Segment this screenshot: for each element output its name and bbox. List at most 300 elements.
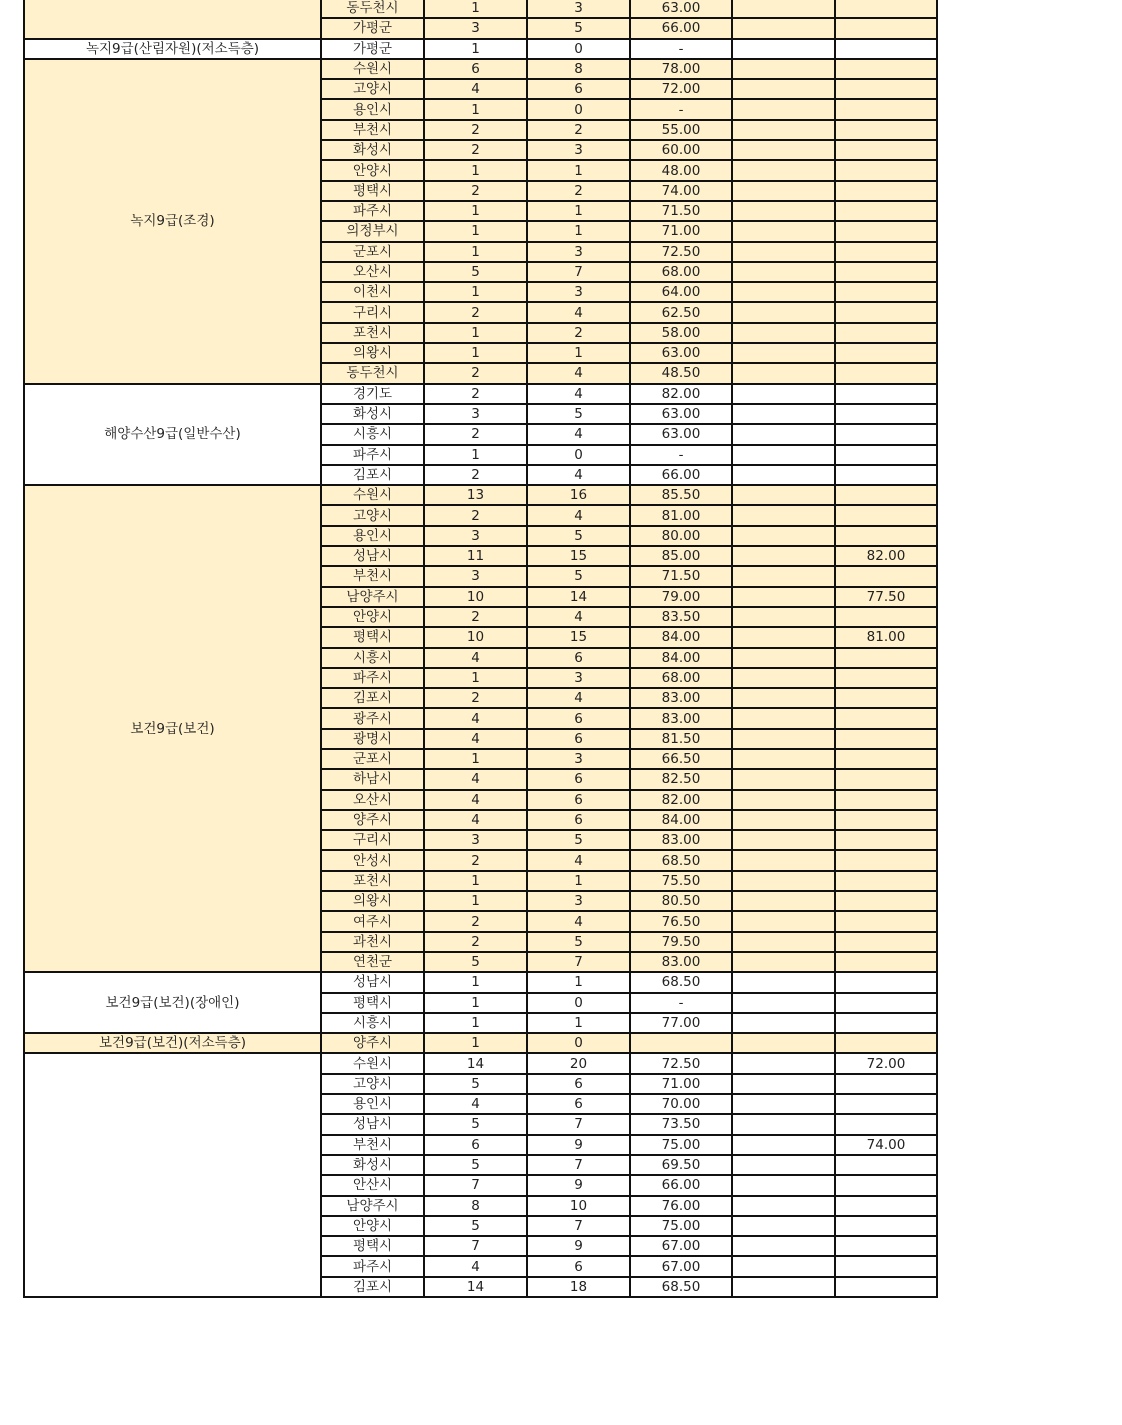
positions-cell: 5 [424, 262, 527, 282]
extra-cell [732, 769, 835, 789]
positions-cell: 4 [424, 810, 527, 830]
cutoff-score-cell: 74.00 [630, 181, 732, 201]
cutoff-score-cell: 69.50 [630, 1155, 732, 1175]
cutoff-score-cell: 66.00 [630, 1175, 732, 1195]
positions-cell: 14 [424, 1053, 527, 1073]
cutoff-score-cell: 73.50 [630, 1114, 732, 1134]
adjusted-cutoff-cell: 74.00 [835, 1135, 937, 1155]
applicants-cell: 0 [527, 99, 630, 119]
adjusted-cutoff-cell [835, 932, 937, 952]
extra-cell [732, 424, 835, 444]
extra-cell [732, 566, 835, 586]
region-cell: 수원시 [321, 485, 424, 505]
adjusted-cutoff-cell [835, 1114, 937, 1134]
extra-cell [732, 1013, 835, 1033]
extra-cell [732, 546, 835, 566]
positions-cell: 1 [424, 871, 527, 891]
region-cell: 안양시 [321, 1216, 424, 1236]
positions-cell: 2 [424, 140, 527, 160]
region-cell: 의왕시 [321, 891, 424, 911]
adjusted-cutoff-cell: 82.00 [835, 546, 937, 566]
cutoff-score-cell: 79.50 [630, 932, 732, 952]
cutoff-score-cell: 68.00 [630, 262, 732, 282]
region-cell: 여주시 [321, 911, 424, 931]
extra-cell [732, 1074, 835, 1094]
applicants-cell: 1 [527, 343, 630, 363]
region-cell: 화성시 [321, 404, 424, 424]
region-cell: 부천시 [321, 1135, 424, 1155]
positions-cell: 1 [424, 201, 527, 221]
positions-cell: 1 [424, 242, 527, 262]
region-cell: 경기도 [321, 384, 424, 404]
applicants-cell: 5 [527, 932, 630, 952]
region-cell: 이천시 [321, 282, 424, 302]
adjusted-cutoff-cell: 77.50 [835, 587, 937, 607]
region-cell: 용인시 [321, 99, 424, 119]
applicants-cell: 4 [527, 607, 630, 627]
category-cell: 보건9급(보건) [24, 485, 321, 972]
applicants-cell: 1 [527, 1013, 630, 1033]
adjusted-cutoff-cell [835, 201, 937, 221]
adjusted-cutoff-cell [835, 911, 937, 931]
positions-cell: 4 [424, 708, 527, 728]
positions-cell: 3 [424, 526, 527, 546]
positions-cell: 4 [424, 1094, 527, 1114]
adjusted-cutoff-cell [835, 99, 937, 119]
table-row [24, 1053, 937, 1073]
extra-cell [732, 708, 835, 728]
cutoff-score-cell [630, 1033, 732, 1053]
applicants-cell: 1 [527, 871, 630, 891]
applicants-cell: 6 [527, 1256, 630, 1276]
region-cell: 가평군 [321, 18, 424, 38]
applicants-cell: 16 [527, 485, 630, 505]
cutoff-score-cell: 78.00 [630, 59, 732, 79]
cutoff-score-cell: 82.00 [630, 790, 732, 810]
adjusted-cutoff-cell [835, 120, 937, 140]
extra-cell [732, 1196, 835, 1216]
positions-cell: 2 [424, 302, 527, 322]
cutoff-score-cell: 81.00 [630, 505, 732, 525]
region-cell: 오산시 [321, 262, 424, 282]
cutoff-score-cell: 85.50 [630, 485, 732, 505]
extra-cell [732, 688, 835, 708]
extra-cell [732, 201, 835, 221]
applicants-cell: 3 [527, 0, 630, 18]
cutoff-score-cell: 83.00 [630, 688, 732, 708]
cutoff-score-cell: 76.00 [630, 1196, 732, 1216]
adjusted-cutoff-cell [835, 790, 937, 810]
positions-cell: 4 [424, 729, 527, 749]
extra-cell [732, 891, 835, 911]
applicants-cell: 3 [527, 668, 630, 688]
applicants-cell: 6 [527, 648, 630, 668]
extra-cell [732, 810, 835, 830]
applicants-cell: 5 [527, 830, 630, 850]
extra-cell [732, 1236, 835, 1256]
adjusted-cutoff-cell [835, 1256, 937, 1276]
applicants-cell: 3 [527, 282, 630, 302]
region-cell: 포천시 [321, 323, 424, 343]
extra-cell [732, 140, 835, 160]
applicants-cell: 6 [527, 729, 630, 749]
adjusted-cutoff-cell [835, 1074, 937, 1094]
extra-cell [732, 79, 835, 99]
region-cell: 파주시 [321, 668, 424, 688]
region-cell: 의왕시 [321, 343, 424, 363]
positions-cell: 8 [424, 1196, 527, 1216]
cutoff-score-cell: 75.00 [630, 1216, 732, 1236]
region-cell: 가평군 [321, 39, 424, 59]
region-cell: 안산시 [321, 1175, 424, 1195]
table-row [24, 59, 937, 79]
cutoff-score-cell: 80.00 [630, 526, 732, 546]
adjusted-cutoff-cell [835, 1175, 937, 1195]
extra-cell [732, 384, 835, 404]
positions-cell: 2 [424, 505, 527, 525]
table-row [24, 0, 937, 18]
extra-cell [732, 302, 835, 322]
extra-cell [732, 485, 835, 505]
applicants-cell: 7 [527, 952, 630, 972]
adjusted-cutoff-cell [835, 79, 937, 99]
cutoff-score-cell: 55.00 [630, 120, 732, 140]
positions-cell: 3 [424, 566, 527, 586]
positions-cell: 14 [424, 1277, 527, 1297]
category-cell [24, 0, 321, 39]
applicants-cell: 15 [527, 546, 630, 566]
cutoff-score-cell: 68.50 [630, 1277, 732, 1297]
cutoff-score-cell: 80.50 [630, 891, 732, 911]
positions-cell: 1 [424, 39, 527, 59]
extra-cell [732, 1135, 835, 1155]
applicants-cell: 4 [527, 424, 630, 444]
cutoff-score-cell: 75.00 [630, 1135, 732, 1155]
extra-cell [732, 445, 835, 465]
extra-cell [732, 160, 835, 180]
region-cell: 김포시 [321, 1277, 424, 1297]
positions-cell: 7 [424, 1175, 527, 1195]
adjusted-cutoff-cell [835, 1196, 937, 1216]
cutoff-score-cell: 58.00 [630, 323, 732, 343]
applicants-cell: 1 [527, 221, 630, 241]
cutoff-score-cell: 63.00 [630, 404, 732, 424]
region-cell: 시흥시 [321, 1013, 424, 1033]
adjusted-cutoff-cell [835, 708, 937, 728]
applicants-cell: 4 [527, 302, 630, 322]
applicants-cell: 4 [527, 505, 630, 525]
adjusted-cutoff-cell [835, 343, 937, 363]
adjusted-cutoff-cell [835, 384, 937, 404]
adjusted-cutoff-cell [835, 1033, 937, 1053]
category-cell: 보건9급(보건)(장애인) [24, 972, 321, 1033]
region-cell: 부천시 [321, 120, 424, 140]
applicants-cell: 6 [527, 1074, 630, 1094]
positions-cell: 2 [424, 181, 527, 201]
positions-cell: 10 [424, 587, 527, 607]
cutoff-score-cell: 84.00 [630, 810, 732, 830]
positions-cell: 2 [424, 607, 527, 627]
cutoff-score-cell: 68.50 [630, 850, 732, 870]
cutoff-score-cell: 70.00 [630, 1094, 732, 1114]
cutoff-score-cell: 72.50 [630, 1053, 732, 1073]
cutoff-score-cell: 72.50 [630, 242, 732, 262]
applicants-cell: 0 [527, 445, 630, 465]
applicants-cell: 7 [527, 1216, 630, 1236]
adjusted-cutoff-cell [835, 302, 937, 322]
adjusted-cutoff-cell [835, 607, 937, 627]
region-cell: 광주시 [321, 708, 424, 728]
applicants-cell: 9 [527, 1135, 630, 1155]
applicants-cell: 2 [527, 323, 630, 343]
adjusted-cutoff-cell [835, 810, 937, 830]
applicants-cell: 4 [527, 363, 630, 383]
extra-cell [732, 1256, 835, 1276]
positions-cell: 7 [424, 1236, 527, 1256]
region-cell: 용인시 [321, 526, 424, 546]
region-cell: 구리시 [321, 830, 424, 850]
adjusted-cutoff-cell [835, 952, 937, 972]
applicants-cell: 3 [527, 242, 630, 262]
applicants-cell: 4 [527, 850, 630, 870]
extra-cell [732, 526, 835, 546]
adjusted-cutoff-cell [835, 505, 937, 525]
extra-cell [732, 850, 835, 870]
applicants-cell: 1 [527, 201, 630, 221]
region-cell: 안양시 [321, 160, 424, 180]
positions-cell: 2 [424, 363, 527, 383]
region-cell: 광명시 [321, 729, 424, 749]
positions-cell: 1 [424, 891, 527, 911]
applicants-cell: 1 [527, 972, 630, 992]
region-cell: 양주시 [321, 1033, 424, 1053]
adjusted-cutoff-cell [835, 0, 937, 18]
positions-cell: 1 [424, 0, 527, 18]
extra-cell [732, 668, 835, 688]
applicants-cell: 5 [527, 566, 630, 586]
extra-cell [732, 465, 835, 485]
extra-cell [732, 871, 835, 891]
extra-cell [732, 952, 835, 972]
applicants-cell: 9 [527, 1236, 630, 1256]
adjusted-cutoff-cell [835, 850, 937, 870]
region-cell: 남양주시 [321, 1196, 424, 1216]
cutoff-score-cell: 63.00 [630, 424, 732, 444]
extra-cell [732, 18, 835, 38]
applicants-cell: 6 [527, 810, 630, 830]
extra-cell [732, 607, 835, 627]
region-cell: 시흥시 [321, 648, 424, 668]
cutoff-score-cell: 75.50 [630, 871, 732, 891]
positions-cell: 2 [424, 688, 527, 708]
region-cell: 시흥시 [321, 424, 424, 444]
positions-cell: 2 [424, 120, 527, 140]
cutoff-score-cell: 83.00 [630, 952, 732, 972]
positions-cell: 2 [424, 465, 527, 485]
applicants-cell: 6 [527, 79, 630, 99]
adjusted-cutoff-cell [835, 181, 937, 201]
region-cell: 평택시 [321, 627, 424, 647]
region-cell: 고양시 [321, 79, 424, 99]
adjusted-cutoff-cell [835, 242, 937, 262]
adjusted-cutoff-cell [835, 18, 937, 38]
adjusted-cutoff-cell [835, 668, 937, 688]
applicants-cell: 5 [527, 404, 630, 424]
cutoff-score-cell: 82.00 [630, 384, 732, 404]
applicants-cell: 14 [527, 587, 630, 607]
adjusted-cutoff-cell [835, 566, 937, 586]
region-cell: 오산시 [321, 790, 424, 810]
adjusted-cutoff-cell [835, 891, 937, 911]
adjusted-cutoff-cell [835, 769, 937, 789]
adjusted-cutoff-cell [835, 39, 937, 59]
region-cell: 과천시 [321, 932, 424, 952]
applicants-cell: 4 [527, 384, 630, 404]
positions-cell: 1 [424, 993, 527, 1013]
cutoff-score-cell: 63.00 [630, 0, 732, 18]
region-cell: 평택시 [321, 1236, 424, 1256]
cutoff-score-cell: 77.00 [630, 1013, 732, 1033]
applicants-cell: 9 [527, 1175, 630, 1195]
extra-cell [732, 120, 835, 140]
applicants-cell: 0 [527, 993, 630, 1013]
applicants-cell: 18 [527, 1277, 630, 1297]
table-row [24, 1033, 937, 1053]
extra-cell [732, 242, 835, 262]
applicants-cell: 6 [527, 769, 630, 789]
cutoff-score-cell: 85.00 [630, 546, 732, 566]
extra-cell [732, 323, 835, 343]
positions-cell: 1 [424, 99, 527, 119]
positions-cell: 1 [424, 221, 527, 241]
positions-cell: 11 [424, 546, 527, 566]
adjusted-cutoff-cell [835, 1236, 937, 1256]
adjusted-cutoff-cell [835, 160, 937, 180]
cutoff-score-cell: 68.00 [630, 668, 732, 688]
positions-cell: 3 [424, 830, 527, 850]
cutoff-score-cell: 71.00 [630, 221, 732, 241]
adjusted-cutoff-cell [835, 749, 937, 769]
positions-cell: 1 [424, 668, 527, 688]
positions-cell: 3 [424, 18, 527, 38]
positions-cell: 4 [424, 648, 527, 668]
extra-cell [732, 39, 835, 59]
region-cell: 수원시 [321, 59, 424, 79]
cutoff-score-cell: 84.00 [630, 627, 732, 647]
adjusted-cutoff-cell [835, 221, 937, 241]
table-row [24, 39, 937, 59]
applicants-cell: 20 [527, 1053, 630, 1073]
cutoff-score-cell: 62.50 [630, 302, 732, 322]
cutoff-score-cell: - [630, 99, 732, 119]
region-cell: 동두천시 [321, 0, 424, 18]
adjusted-cutoff-cell [835, 465, 937, 485]
positions-cell: 2 [424, 911, 527, 931]
region-cell: 하남시 [321, 769, 424, 789]
applicants-cell: 8 [527, 59, 630, 79]
extra-cell [732, 221, 835, 241]
positions-cell: 1 [424, 1013, 527, 1033]
region-cell: 화성시 [321, 1155, 424, 1175]
extra-cell [732, 729, 835, 749]
applicants-cell: 0 [527, 1033, 630, 1053]
extra-cell [732, 262, 835, 282]
extra-cell [732, 587, 835, 607]
category-cell: 해양수산9급(일반수산) [24, 384, 321, 485]
cutoff-score-cell: 71.50 [630, 566, 732, 586]
adjusted-cutoff-cell [835, 830, 937, 850]
positions-cell: 2 [424, 850, 527, 870]
extra-cell [732, 1094, 835, 1114]
extra-cell [732, 99, 835, 119]
extra-cell [732, 59, 835, 79]
region-cell: 포천시 [321, 871, 424, 891]
applicants-cell: 3 [527, 891, 630, 911]
adjusted-cutoff-cell [835, 526, 937, 546]
adjusted-cutoff-cell: 72.00 [835, 1053, 937, 1073]
cutoff-score-cell: 66.00 [630, 18, 732, 38]
cutoff-score-cell: 83.00 [630, 830, 732, 850]
extra-cell [732, 343, 835, 363]
adjusted-cutoff-cell [835, 729, 937, 749]
region-cell: 양주시 [321, 810, 424, 830]
category-cell: 보건9급(보건)(저소득층) [24, 1033, 321, 1053]
applicants-cell: 3 [527, 140, 630, 160]
applicants-cell: 6 [527, 708, 630, 728]
region-cell: 군포시 [321, 749, 424, 769]
cutoff-score-cell: 66.00 [630, 465, 732, 485]
extra-cell [732, 1033, 835, 1053]
adjusted-cutoff-cell [835, 1216, 937, 1236]
positions-cell: 10 [424, 627, 527, 647]
positions-cell: 2 [424, 932, 527, 952]
extra-cell [732, 932, 835, 952]
cutoff-score-cell: 67.00 [630, 1236, 732, 1256]
applicants-cell: 5 [527, 18, 630, 38]
extra-cell [732, 1216, 835, 1236]
adjusted-cutoff-cell [835, 262, 937, 282]
cutoff-score-cell: 81.50 [630, 729, 732, 749]
adjusted-cutoff-cell [835, 445, 937, 465]
region-cell: 평택시 [321, 181, 424, 201]
applicants-cell: 3 [527, 749, 630, 769]
region-cell: 용인시 [321, 1094, 424, 1114]
cutoff-score-cell: 72.00 [630, 79, 732, 99]
region-cell: 부천시 [321, 566, 424, 586]
extra-cell [732, 1277, 835, 1297]
cutoff-score-cell: 76.50 [630, 911, 732, 931]
region-cell: 파주시 [321, 1256, 424, 1276]
adjusted-cutoff-cell [835, 363, 937, 383]
extra-cell [732, 627, 835, 647]
region-cell: 성남시 [321, 1114, 424, 1134]
region-cell: 고양시 [321, 505, 424, 525]
applicants-cell: 6 [527, 1094, 630, 1114]
applicants-cell: 6 [527, 790, 630, 810]
adjusted-cutoff-cell [835, 140, 937, 160]
adjusted-cutoff-cell [835, 282, 937, 302]
applicants-cell: 1 [527, 160, 630, 180]
cutoff-score-cell: - [630, 445, 732, 465]
region-cell: 김포시 [321, 465, 424, 485]
extra-cell [732, 1175, 835, 1195]
cutoff-score-cell: 66.50 [630, 749, 732, 769]
region-cell: 안성시 [321, 850, 424, 870]
extra-cell [732, 282, 835, 302]
extra-cell [732, 404, 835, 424]
positions-cell: 5 [424, 1155, 527, 1175]
positions-cell: 1 [424, 160, 527, 180]
